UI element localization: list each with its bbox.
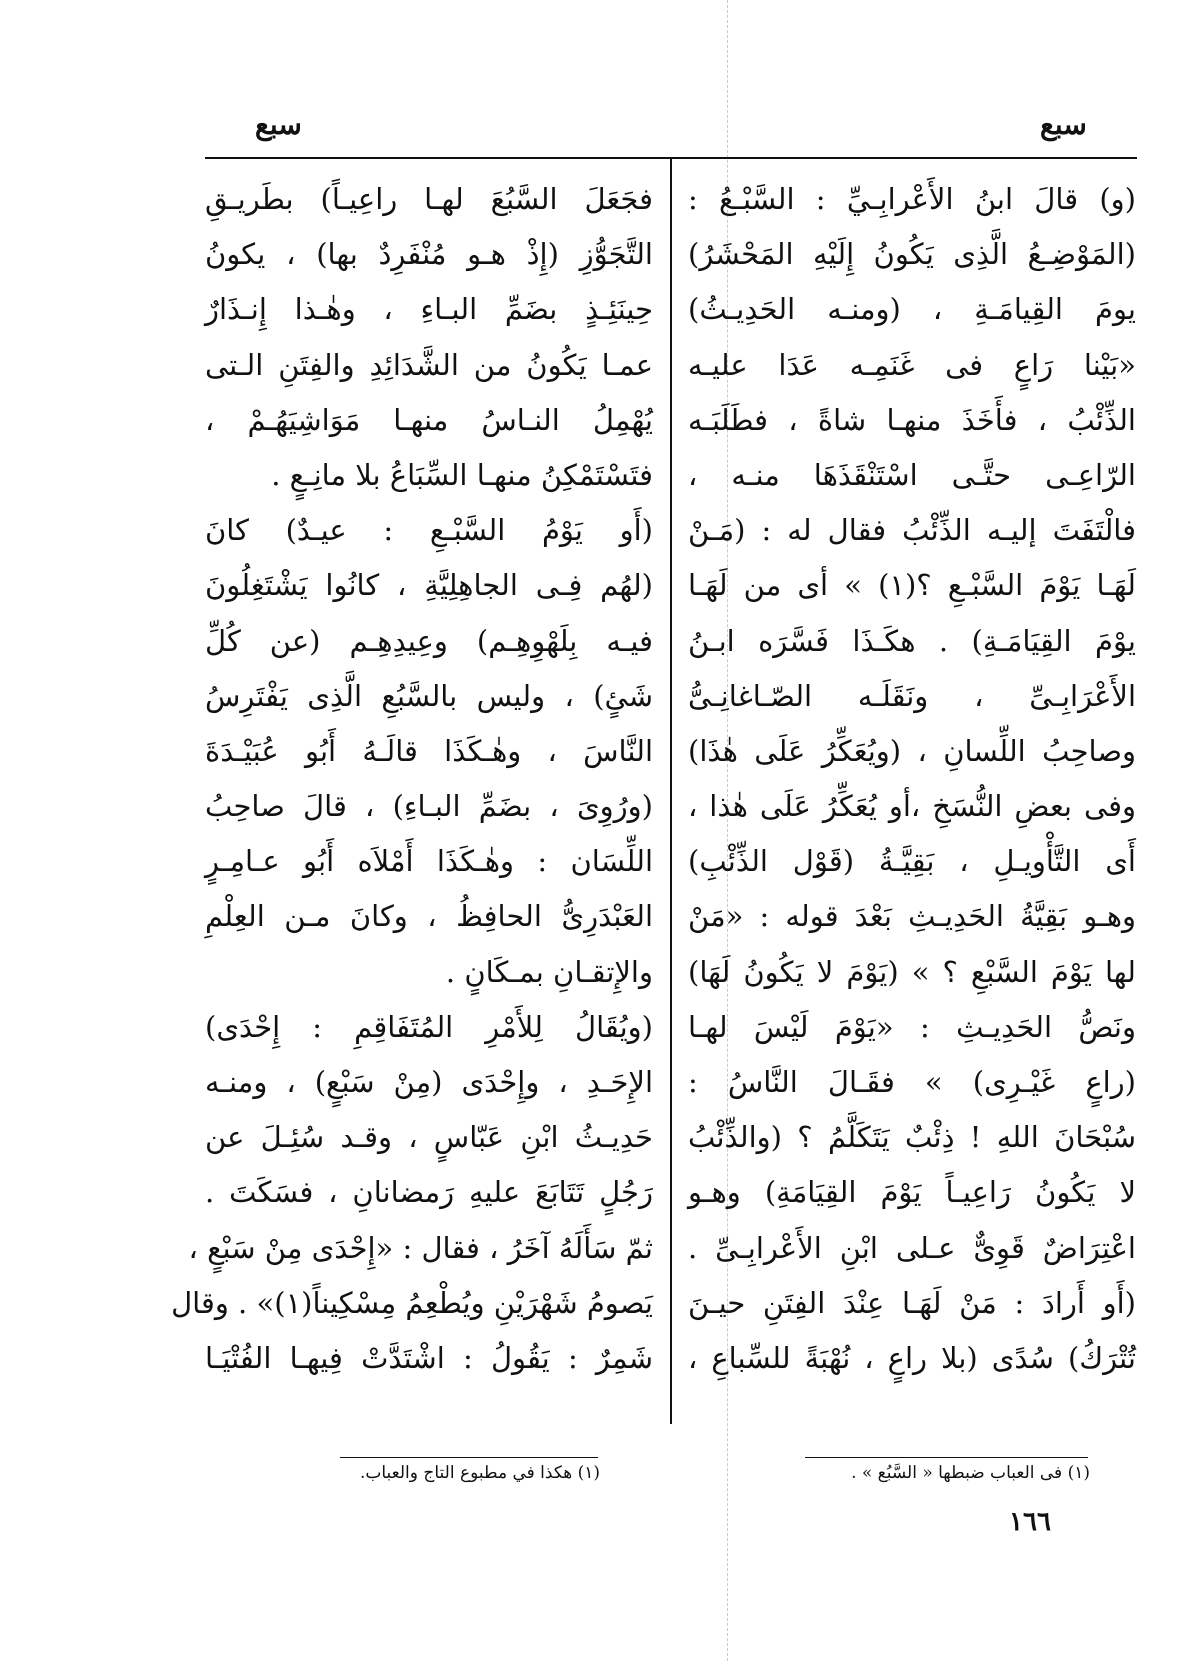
text-line: الإِحَـدِ ، وإِحْدَى (مِنْ سَبْعٍ) ، ومنـه xyxy=(205,1065,653,1099)
text-line: فتَسْتَمْكِنُ منهـا السِّبَاعُ بلا مانِـعٍ . xyxy=(271,457,653,492)
text-line: تُتْرَكُ) سُدًى (بلا راعٍ ، نُهْبَةً للسِّباعِ ، xyxy=(688,1340,1136,1375)
text-line: الأَعْرَابِـىِّ ، ونَقَلَـه الصّـاغانِـىُّ xyxy=(688,678,1136,713)
text-line: شَمِرٌ : يَقُولُ : اشْتَدَّتْ فِيهـا الفُتْيَـا xyxy=(205,1340,653,1375)
text-line: اعْتِرَاضٌ قَوِىٌّ عـلى ابْنِ الأَعْرابِـىِّ . xyxy=(688,1230,1136,1265)
text-line: لَهَـا يَوْمَ السَّبْـعِ ؟(١) » أى من لَهَـا xyxy=(688,568,1136,603)
text-line: أَى التَّأْويـلِ ، بَقِيَّـةُ (قَوْل الذِّئْبِ) xyxy=(688,844,1136,879)
column-divider xyxy=(670,157,672,1424)
text-line: وهـو بَقِيَّةُ الحَدِيـثِ بَعْدَ قوله : «مَنْ xyxy=(688,899,1136,934)
footnote-right: (١) فى العباب ضبطها « السَّبُع » . xyxy=(851,1463,1090,1483)
text-line: الرّاعِـى حتَّـى اسْتَنْقَذَهَا منـه ، xyxy=(688,457,1136,492)
text-line: عمـا يَكُونُ من الشَّدَائِدِ والفِتَنِ الـتى xyxy=(205,347,653,382)
text-line: فيـه بِلَهْوِهِـم) وعِيدِهِـم (عن كُلِّ xyxy=(205,623,653,658)
text-line: العَبْدَرِىُّ الحافِظُ ، وكانَ مـن العِلْمِ xyxy=(205,899,653,934)
text-line: (ويُقَالُ لِلأَمْرِ المُتَفَاقِمِ : إِحْدَى) xyxy=(205,1009,653,1044)
text-line: (لهُم فِـى الجاهِلِيَّةِ ، كانُوا يَشْتَغِلُونَ xyxy=(205,568,653,603)
text-line: (و) قالَ ابنُ الأَعْرابِـيِّ : السَّبْـعُ : xyxy=(688,182,1136,216)
text-line: لها يَوْمَ السَّبْعِ ؟ » (يَوْمَ لا يَكُونُ لَهَا) xyxy=(688,954,1136,989)
text-line: ونَصُّ الحَدِيـثِ : «يَوْمَ لَيْسَ لهـا xyxy=(688,1009,1136,1044)
text-line: وصاحِبُ اللِّسانِ ، (ويُعَكِّرُ عَلَى هٰذَا) xyxy=(688,733,1136,768)
text-line: يومَ القِيامَـةِ ، (ومنـه الحَدِيـثُ) xyxy=(688,292,1136,327)
text-line: حِينَئِـذٍ بضَمِّ البـاءِ ، وهٰـذا إِنـذَارٌ xyxy=(205,292,653,327)
text-line: ثمّ سَأَلَهُ آخَرُ ، فقال : «إِحْدَى مِنْ سَبْعٍ ، xyxy=(188,1230,653,1265)
right-text-column xyxy=(688,172,1136,1422)
text-line: لا يَكُونُ رَاعِيـاً يَوْمَ القِيَامَةِ) وهـو xyxy=(688,1175,1136,1210)
text-line: يَصومُ شَهْرَيْنِ ويُطْعِمُ مِسْكِيناً(١)» . وقال xyxy=(171,1285,653,1320)
text-line: (أَو أَرادَ : مَنْ لَهَـا عِنْدَ الفِتَنِ حيـنَ xyxy=(688,1285,1136,1320)
footnote-left: (١) هكذا في مطبوع التاج والعباب. xyxy=(359,1463,600,1483)
running-header-right: سبع xyxy=(1040,108,1087,141)
text-line: حَدِيـثُ ابْنِ عَبّاسٍ ، وقـد سُئِـلَ عن xyxy=(205,1120,653,1155)
text-line: الذِّئْبُ ، فأَخَذَ منهـا شاةً ، فطَلَبَـه xyxy=(688,402,1136,437)
text-line: (راعٍ غَيْـرِى) » فقَـالَ النَّاسُ : xyxy=(688,1065,1136,1099)
text-line: شَئٍ) ، وليس بالسَّبُعِ الَّذِى يَفْتَرِسُ xyxy=(205,678,653,713)
text-line: (ورُوِىَ ، بضَمِّ البـاءِ) ، قالَ صاحِبُ xyxy=(205,789,653,824)
text-line: التَّجَوُّزِ (إِذْ هـو مُنْفَرِدٌ بها) ، يكونُ xyxy=(205,237,653,272)
text-line: فجَعَلَ السَّبُعَ لهـا راعِيـاً) بطَريـقِ xyxy=(205,182,653,216)
text-line: النَّاسَ ، وهٰـكَذَا قالَـهُ أَبُو عُبَيْـدَةَ xyxy=(205,733,653,768)
text-line: وفى بعضِ النُّسَخِ ،أو يُعَكِّرُ عَلَى هٰذا ، xyxy=(688,789,1136,824)
text-line: (أَو يَوْمُ السَّبْـعِ : عيـدٌ) كانَ xyxy=(205,513,653,548)
page-number: ١٦٦ xyxy=(1009,1507,1051,1537)
text-line: اللِّسَان : وهٰـكَذَا أَمْلاَه أَبُو عـامِـرٍ xyxy=(205,844,653,879)
left-text-column xyxy=(171,172,653,1422)
text-line: «بَيْنا رَاعٍ فى غَنَمِـه عَدَا عليـه xyxy=(688,347,1136,382)
text-line: والإِتقـانِ بمـكَانٍ . xyxy=(445,954,653,989)
text-line: (المَوْضِـعُ الَّذِى يَكُونُ إِلَيْهِ المَحْشَرُ) xyxy=(688,237,1136,272)
text-line: فالْتَفَتَ إليـه الذِّئْبُ فقال له : (مَـنْ xyxy=(688,513,1136,548)
text-line: يوْمَ القِيَامَـةِ) . هكَـذَا فَسَّرَه ابـنُ xyxy=(688,623,1136,658)
running-header-left: سبع xyxy=(255,108,302,141)
text-line: يُهْمِلُ النـاسُ منهـا مَوَاشِيَهُـمْ ، xyxy=(205,402,653,437)
text-line: رَجُلٍ تَتَابَعَ عليهِ رَمضانانِ ، فسَكَتَ . xyxy=(205,1175,653,1210)
footnote-rule-left xyxy=(340,1457,598,1458)
text-line: سُبْحَانَ اللهِ ! ذِئْبٌ يَتَكَلَّمُ ؟ (والذِّئْبُ xyxy=(688,1120,1136,1155)
footnote-rule-right xyxy=(805,1457,1088,1458)
